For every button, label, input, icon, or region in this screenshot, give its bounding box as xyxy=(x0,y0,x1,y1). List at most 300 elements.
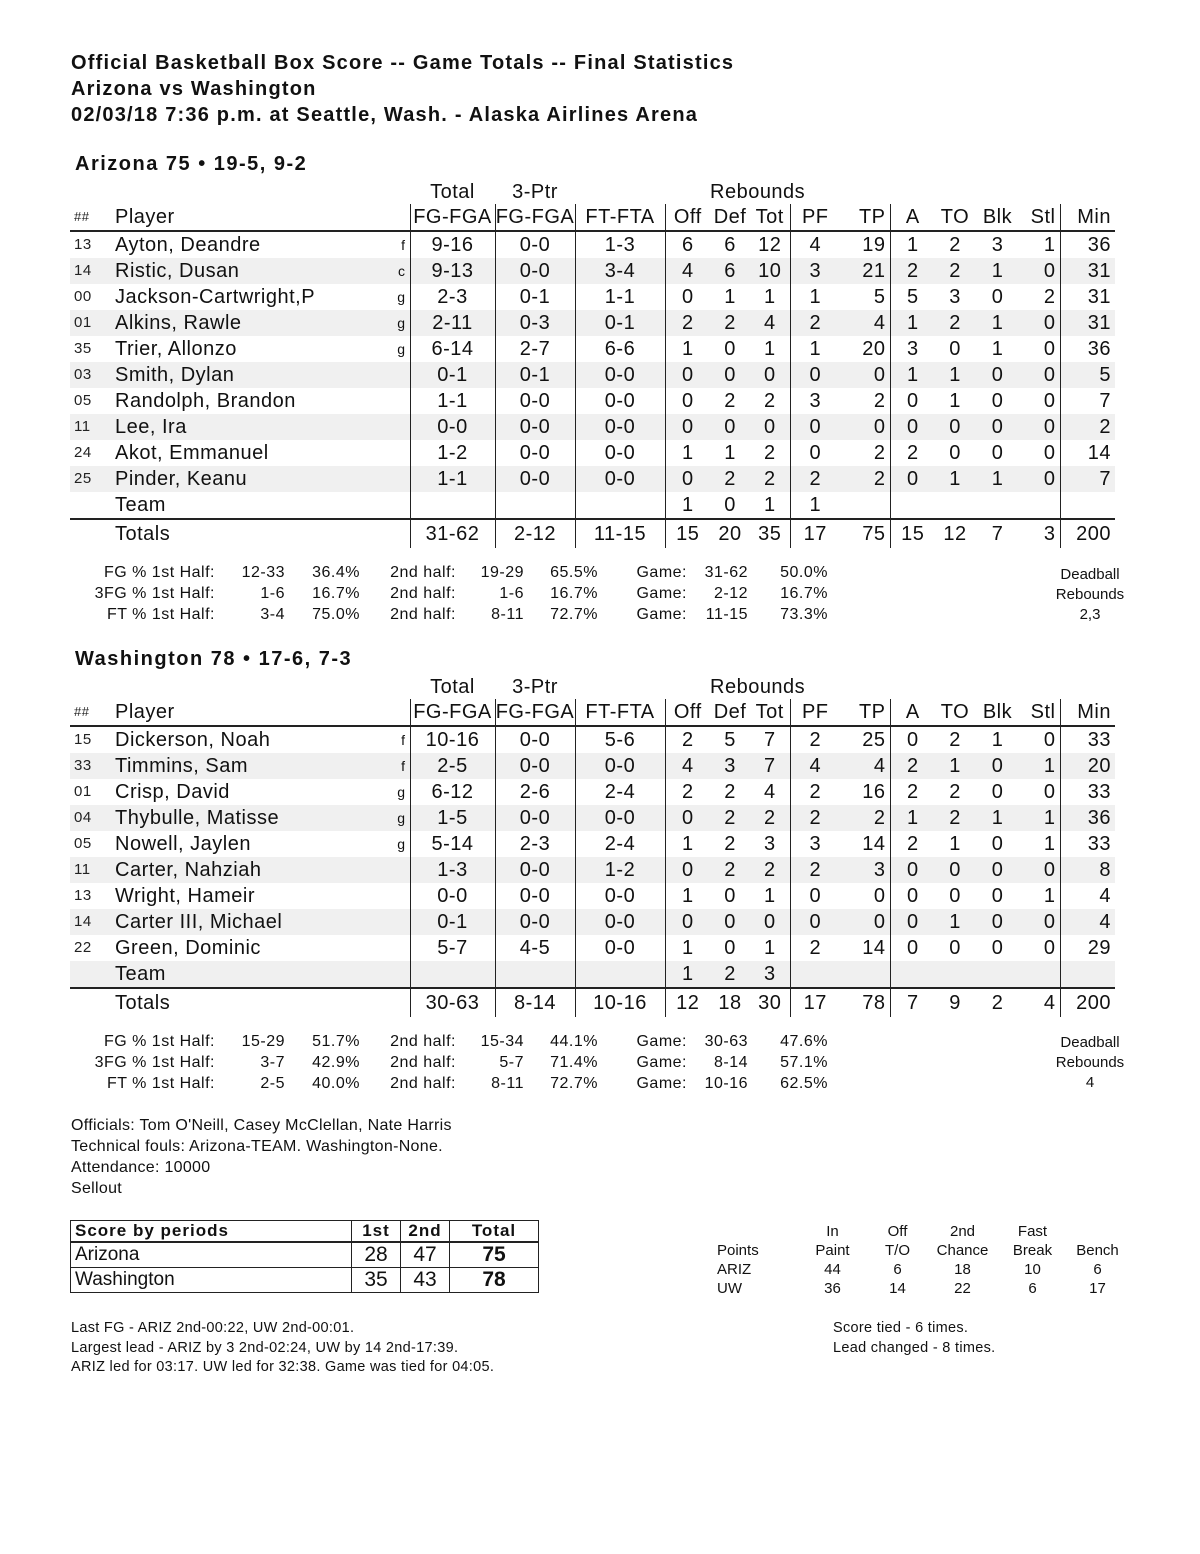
shooting-stat: 75.0% xyxy=(312,606,360,623)
total-position xyxy=(395,988,410,1017)
deadball-text: 2,3 xyxy=(1079,606,1101,623)
def-reb-cell: 0 xyxy=(710,909,750,935)
shooting-stat: 1-6 xyxy=(260,585,285,602)
tp-cell: 2 xyxy=(840,466,890,492)
ast-cell: 0 xyxy=(906,729,919,751)
min-cell: 7 xyxy=(1060,466,1115,492)
total-pf: 17 xyxy=(790,988,840,1017)
to-cell xyxy=(935,492,975,519)
position-cell xyxy=(395,492,410,519)
tot-reb-cell: 1 xyxy=(750,935,790,961)
blk-cell: 0 xyxy=(991,442,1004,464)
points-cell: ARIZ xyxy=(717,1261,752,1278)
total-number xyxy=(70,519,115,548)
number-cell: 05 xyxy=(74,835,92,852)
min-cell: 5 xyxy=(1060,362,1115,388)
group-header xyxy=(1020,675,1060,699)
footer-right xyxy=(833,1319,995,1358)
points-cell: In xyxy=(826,1223,839,1240)
def-reb-cell: 2 xyxy=(724,781,736,803)
column-header-stl: Stl xyxy=(1020,204,1060,231)
deadball-text: Rebounds xyxy=(1055,1054,1125,1071)
ast-cell: 0 xyxy=(890,466,935,492)
def-reb-cell: 6 xyxy=(710,258,750,284)
group-header xyxy=(115,675,395,699)
min-cell: 33 xyxy=(1087,729,1111,751)
off-reb-cell: 0 xyxy=(665,805,710,831)
shooting-stat: 8-11 xyxy=(491,1075,524,1092)
stl-cell: 0 xyxy=(1020,779,1060,805)
tp-cell xyxy=(840,492,890,519)
group-header xyxy=(975,675,1020,699)
total-def-reb: 18 xyxy=(710,988,750,1017)
player-cell: Green, Dominic xyxy=(115,937,261,959)
player-row xyxy=(70,362,1115,388)
game-notes xyxy=(71,1115,452,1199)
position-cell: g xyxy=(395,336,410,362)
player-cell: Crisp, David xyxy=(115,781,230,803)
blk-cell: 0 xyxy=(975,909,1020,935)
group-header xyxy=(935,180,975,204)
three-pt-cell xyxy=(495,961,575,988)
tot-reb-cell: 10 xyxy=(750,258,790,284)
shooting-stat: 62.5% xyxy=(780,1075,828,1092)
player-row xyxy=(70,440,1115,466)
column-header-tp: TP xyxy=(840,204,890,231)
ft-cell: 1-2 xyxy=(575,857,665,883)
three-pt-cell xyxy=(495,492,575,519)
stl-cell: 1 xyxy=(1020,753,1060,779)
position-cell xyxy=(395,857,410,883)
def-reb-cell: 0 xyxy=(724,885,736,907)
fg-cell: 2-3 xyxy=(410,284,495,310)
total-number xyxy=(70,988,115,1017)
column-header-fg: FG-FGA xyxy=(410,204,495,231)
totals-row xyxy=(70,519,1115,548)
to-cell: 0 xyxy=(949,937,961,959)
attendance: Attendance: 10000 xyxy=(71,1159,211,1176)
blk-cell: 1 xyxy=(991,729,1004,751)
stl-cell: 0 xyxy=(1020,935,1060,961)
number-cell: 15 xyxy=(74,731,92,748)
points-cell: Chance xyxy=(936,1242,989,1259)
position-cell: g xyxy=(395,310,410,336)
player-row xyxy=(70,726,1115,753)
tp-cell: 2 xyxy=(840,388,890,414)
fg-cell: 10-16 xyxy=(410,726,495,753)
fg-cell: 1-1 xyxy=(410,388,495,414)
player-row xyxy=(70,310,1115,336)
points-cell: Bench xyxy=(1076,1242,1119,1259)
group-header xyxy=(1020,180,1060,204)
number-cell: 01 xyxy=(70,310,115,336)
column-header-number: ## xyxy=(70,699,115,726)
shooting-stat: 72.7% xyxy=(550,1075,598,1092)
position-cell: g xyxy=(395,284,410,310)
tp-cell: 2 xyxy=(840,805,890,831)
ast-cell: 2 xyxy=(906,781,919,803)
column-header-player: Player xyxy=(115,699,395,726)
column-header-off-reb: Off xyxy=(665,204,710,231)
to-cell: 1 xyxy=(935,362,975,388)
group-header: 3-Ptr xyxy=(512,181,558,203)
total-tot-reb: 30 xyxy=(750,988,790,1017)
def-reb-cell: 0 xyxy=(724,494,736,516)
position-cell xyxy=(395,935,410,961)
total-stl: 3 xyxy=(1020,519,1060,548)
to-cell xyxy=(935,961,975,988)
total-blk: 2 xyxy=(975,988,1020,1017)
number-cell: 05 xyxy=(74,392,92,409)
number-cell: 14 xyxy=(70,909,115,935)
blk-cell: 1 xyxy=(975,805,1020,831)
tot-reb-cell: 2 xyxy=(750,805,790,831)
shooting-stat: 65.5% xyxy=(550,564,598,581)
blk-cell: 0 xyxy=(975,362,1020,388)
player-cell: Timmins, Sam xyxy=(115,753,395,779)
pf-cell: 3 xyxy=(809,833,822,855)
fg-cell: 1-1 xyxy=(410,466,495,492)
column-header-position xyxy=(395,699,410,726)
stl-cell: 0 xyxy=(1020,909,1060,935)
off-reb-cell: 0 xyxy=(681,390,694,412)
tp-cell: 5 xyxy=(840,284,890,310)
ft-cell: 0-0 xyxy=(575,414,665,440)
deadball-text: Rebounds xyxy=(1055,586,1125,603)
fg-cell: 1-3 xyxy=(410,857,495,883)
tot-reb-cell: 0 xyxy=(750,362,790,388)
column-header-fg: FG-FGA xyxy=(410,699,495,726)
pf-cell: 2 xyxy=(809,937,822,959)
fg-cell: 1-5 xyxy=(410,805,495,831)
ft-cell: 0-0 xyxy=(575,805,665,831)
to-cell: 2 xyxy=(935,258,975,284)
total-three-pt: 2-12 xyxy=(495,519,575,548)
number-cell: 13 xyxy=(74,887,92,904)
arizona-deadball-rebounds xyxy=(1040,565,1140,625)
to-cell: 1 xyxy=(935,466,975,492)
blk-cell: 1 xyxy=(991,338,1004,360)
player-cell: Dickerson, Noah xyxy=(115,729,271,751)
total-ast: 15 xyxy=(890,519,935,548)
column-header-pf: PF xyxy=(790,204,840,231)
player-row xyxy=(70,231,1115,258)
points-cell: Points xyxy=(717,1242,759,1259)
shooting-stat: 3-7 xyxy=(260,1054,285,1071)
shooting-stat: 11-15 xyxy=(705,606,748,623)
team-title-washington: Washington 78 • 17-6, 7-3 xyxy=(75,648,353,670)
points-cell: 17 xyxy=(1089,1280,1106,1297)
min-cell: 4 xyxy=(1060,909,1115,935)
blk-cell: 0 xyxy=(991,833,1004,855)
group-header xyxy=(975,180,1020,204)
player-row xyxy=(70,414,1115,440)
three-pt-cell: 0-0 xyxy=(495,805,575,831)
min-cell: 31 xyxy=(1060,258,1115,284)
stl-cell: 0 xyxy=(1020,726,1060,753)
off-reb-cell: 0 xyxy=(665,362,710,388)
off-reb-cell: 2 xyxy=(681,781,694,803)
min-cell: 29 xyxy=(1087,937,1111,959)
shooting-stat: 44.1% xyxy=(550,1033,598,1050)
ast-cell: 3 xyxy=(906,338,919,360)
points-cell: Paint xyxy=(815,1242,850,1259)
pf-cell xyxy=(790,961,840,988)
fg-cell: 6-12 xyxy=(410,779,495,805)
total-tot-reb: 35 xyxy=(750,519,790,548)
fg-cell: 9-13 xyxy=(410,258,495,284)
blk-cell: 0 xyxy=(991,390,1004,412)
pf-cell: 0 xyxy=(790,414,840,440)
stl-cell: 0 xyxy=(1020,440,1060,466)
pf-cell: 2 xyxy=(809,729,822,751)
pf-cell: 0 xyxy=(809,885,822,907)
player-row xyxy=(70,883,1115,909)
group-header xyxy=(575,180,665,204)
score-by-periods-table xyxy=(70,1220,539,1293)
ft-cell: 6-6 xyxy=(575,336,665,362)
ft-cell: 3-4 xyxy=(575,258,665,284)
position-cell xyxy=(395,909,410,935)
pf-cell: 1 xyxy=(809,494,822,516)
tp-cell: 16 xyxy=(840,779,890,805)
blk-cell: 1 xyxy=(975,466,1020,492)
column-header-tp: TP xyxy=(840,699,890,726)
player-cell: Thybulle, Matisse xyxy=(115,805,395,831)
stl-cell: 1 xyxy=(1020,805,1060,831)
pf-cell: 0 xyxy=(790,909,840,935)
pf-cell: 1 xyxy=(809,338,822,360)
position-cell xyxy=(395,362,410,388)
stl-cell: 0 xyxy=(1020,857,1060,883)
tot-reb-cell: 2 xyxy=(750,440,790,466)
ft-cell: 0-0 xyxy=(575,440,665,466)
tp-cell: 21 xyxy=(840,258,890,284)
points-cell: Break xyxy=(1012,1242,1053,1259)
stl-cell: 0 xyxy=(1020,388,1060,414)
total-stl: 4 xyxy=(1020,988,1060,1017)
shooting-stat: 12-33 xyxy=(241,564,285,581)
position-cell xyxy=(395,466,410,492)
to-cell: 0 xyxy=(949,338,961,360)
min-cell: 2 xyxy=(1060,414,1115,440)
shooting-stat: 2-5 xyxy=(260,1075,285,1092)
ft-cell: 5-6 xyxy=(575,726,665,753)
total-tp: 75 xyxy=(840,519,890,548)
player-cell: Team xyxy=(115,961,395,988)
off-reb-cell: 0 xyxy=(665,466,710,492)
period-score-cell: 28 xyxy=(352,1242,401,1268)
points-cell: UW xyxy=(717,1280,742,1297)
period-score-cell: 78 xyxy=(450,1268,539,1293)
tot-reb-cell: 7 xyxy=(750,753,790,779)
points-cell: 14 xyxy=(889,1280,906,1297)
player-cell: Carter III, Michael xyxy=(115,909,395,935)
tot-reb-cell: 0 xyxy=(750,414,790,440)
shooting-stat: 1-6 xyxy=(499,585,524,602)
off-reb-cell: 1 xyxy=(681,494,694,516)
pf-cell: 4 xyxy=(809,234,822,256)
group-header xyxy=(1060,675,1115,699)
def-reb-cell: 1 xyxy=(724,286,736,308)
player-row xyxy=(70,857,1115,883)
technical-fouls: Technical fouls: Arizona-TEAM. Washington-None. xyxy=(71,1138,443,1155)
off-reb-cell: 1 xyxy=(681,442,694,464)
ast-cell: 0 xyxy=(906,885,919,907)
def-reb-cell: 2 xyxy=(724,833,736,855)
off-reb-cell: 2 xyxy=(665,310,710,336)
group-header: Rebounds xyxy=(710,676,806,698)
number-cell: 13 xyxy=(74,236,92,253)
column-header-pf: PF xyxy=(790,699,840,726)
group-header: Rebounds xyxy=(710,181,806,203)
ast-cell: 1 xyxy=(890,310,935,336)
player-cell: Smith, Dylan xyxy=(115,362,395,388)
column-header-blk: Blk xyxy=(975,699,1020,726)
group-header xyxy=(1060,180,1115,204)
position-cell xyxy=(395,883,410,909)
fg-cell: 0-0 xyxy=(410,414,495,440)
footer-left xyxy=(71,1319,494,1378)
tp-cell: 0 xyxy=(840,414,890,440)
shooting-stat: Game: xyxy=(636,585,687,602)
shooting-stat: Game: xyxy=(636,1054,687,1071)
ft-cell: 0-0 xyxy=(575,935,665,961)
off-reb-cell: 0 xyxy=(665,414,710,440)
total-fg: 30-63 xyxy=(410,988,495,1017)
ft-cell: 0-0 xyxy=(575,466,665,492)
deadball-text: Deadball xyxy=(1060,1034,1120,1051)
officials: Officials: Tom O'Neill, Casey McClellan, Nate Harris xyxy=(71,1117,452,1134)
tot-reb-cell: 2 xyxy=(750,466,790,492)
shooting-stat: Game: xyxy=(636,606,687,623)
blk-cell: 0 xyxy=(975,414,1020,440)
min-cell xyxy=(1060,492,1115,519)
tot-reb-cell: 0 xyxy=(750,909,790,935)
total-to: 9 xyxy=(935,988,975,1017)
number-cell xyxy=(70,961,115,988)
number-cell xyxy=(70,492,115,519)
tp-cell: 14 xyxy=(840,935,890,961)
min-cell: 36 xyxy=(1060,805,1115,831)
tot-reb-cell: 1 xyxy=(750,336,790,362)
position-cell: f xyxy=(395,231,410,258)
ft-cell: 1-1 xyxy=(575,284,665,310)
pf-cell: 2 xyxy=(790,857,840,883)
min-cell: 20 xyxy=(1060,753,1115,779)
shooting-stat: Game: xyxy=(636,1033,687,1050)
shooting-stat: 8-14 xyxy=(713,1054,748,1071)
shooting-stat: 19-29 xyxy=(480,564,524,581)
number-cell: 35 xyxy=(74,340,92,357)
points-cell: 6 xyxy=(1028,1280,1037,1297)
washington-deadball-rebounds xyxy=(1040,1033,1140,1093)
off-reb-cell: 1 xyxy=(681,885,694,907)
ast-cell: 5 xyxy=(906,286,919,308)
deadball-text: Deadball xyxy=(1060,566,1120,583)
points-cell: Off xyxy=(887,1223,908,1240)
three-pt-cell: 0-0 xyxy=(495,883,575,909)
tot-reb-cell: 1 xyxy=(750,284,790,310)
period-score-cell: 43 xyxy=(401,1268,450,1293)
total-blk: 7 xyxy=(975,519,1020,548)
points-cell: 10 xyxy=(1024,1261,1041,1278)
blk-cell: 0 xyxy=(991,781,1004,803)
player-cell: Carter, Nahziah xyxy=(115,857,395,883)
off-reb-cell: 4 xyxy=(665,753,710,779)
def-reb-cell: 3 xyxy=(710,753,750,779)
off-reb-cell: 0 xyxy=(665,857,710,883)
three-pt-cell: 0-0 xyxy=(495,753,575,779)
period-header: 2nd xyxy=(401,1221,450,1243)
shooting-stat: 8-11 xyxy=(491,606,524,623)
points-cell: T/O xyxy=(885,1242,910,1259)
shooting-stat: FG % 1st Half: xyxy=(103,1033,215,1050)
tot-reb-cell: 3 xyxy=(750,831,790,857)
column-header-player: Player xyxy=(115,204,395,231)
to-cell: 0 xyxy=(935,414,975,440)
column-header-ft: FT-FTA xyxy=(575,699,665,726)
shooting-stat: 42.9% xyxy=(312,1054,360,1071)
position-cell: g xyxy=(395,831,410,857)
def-reb-cell: 2 xyxy=(710,466,750,492)
shooting-stat: 2nd half: xyxy=(390,1075,456,1092)
player-row xyxy=(70,831,1115,857)
number-cell: 22 xyxy=(74,939,92,956)
points-cell: 22 xyxy=(954,1280,971,1297)
column-header-off-reb: Off xyxy=(665,699,710,726)
period-score-cell: 75 xyxy=(450,1242,539,1268)
player-row xyxy=(70,492,1115,519)
game-info: 02/03/18 7:36 p.m. at Seattle, Wash. - Alaska Airlines Arena xyxy=(71,104,699,126)
player-cell: Team xyxy=(115,494,166,516)
off-reb-cell: 1 xyxy=(681,338,694,360)
ast-cell: 1 xyxy=(906,234,919,256)
def-reb-cell: 0 xyxy=(710,414,750,440)
tp-cell: 25 xyxy=(840,726,890,753)
to-cell: 1 xyxy=(935,753,975,779)
off-reb-cell: 2 xyxy=(681,729,694,751)
player-row xyxy=(70,779,1115,805)
player-row xyxy=(70,336,1115,362)
stl-cell xyxy=(1020,961,1060,988)
min-cell: 8 xyxy=(1060,857,1115,883)
last-fg: Last FG - ARIZ 2nd-00:22, UW 2nd-00:01. xyxy=(71,1320,355,1336)
to-cell: 1 xyxy=(949,833,961,855)
min-cell: 36 xyxy=(1087,234,1111,256)
def-reb-cell: 0 xyxy=(724,338,736,360)
shooting-stat: 16.7% xyxy=(550,585,598,602)
player-cell: Trier, Allonzo xyxy=(115,338,237,360)
shooting-stat: 10-16 xyxy=(704,1075,748,1092)
player-row xyxy=(70,935,1115,961)
player-row xyxy=(70,466,1115,492)
points-cell: 18 xyxy=(954,1261,971,1278)
tp-cell: 0 xyxy=(840,362,890,388)
shooting-stat: 2nd half: xyxy=(390,585,456,602)
fg-cell: 0-1 xyxy=(410,909,495,935)
tot-reb-cell: 7 xyxy=(750,726,790,753)
three-pt-cell: 2-3 xyxy=(495,831,575,857)
shooting-stat: FT % 1st Half: xyxy=(106,606,215,623)
pf-cell: 2 xyxy=(790,310,840,336)
ast-cell: 0 xyxy=(890,414,935,440)
shooting-stat: 3FG % 1st Half: xyxy=(94,585,215,602)
number-cell: 24 xyxy=(74,444,92,461)
position-cell: c xyxy=(395,258,410,284)
position-cell: g xyxy=(395,779,410,805)
shooting-stat: 72.7% xyxy=(550,606,598,623)
